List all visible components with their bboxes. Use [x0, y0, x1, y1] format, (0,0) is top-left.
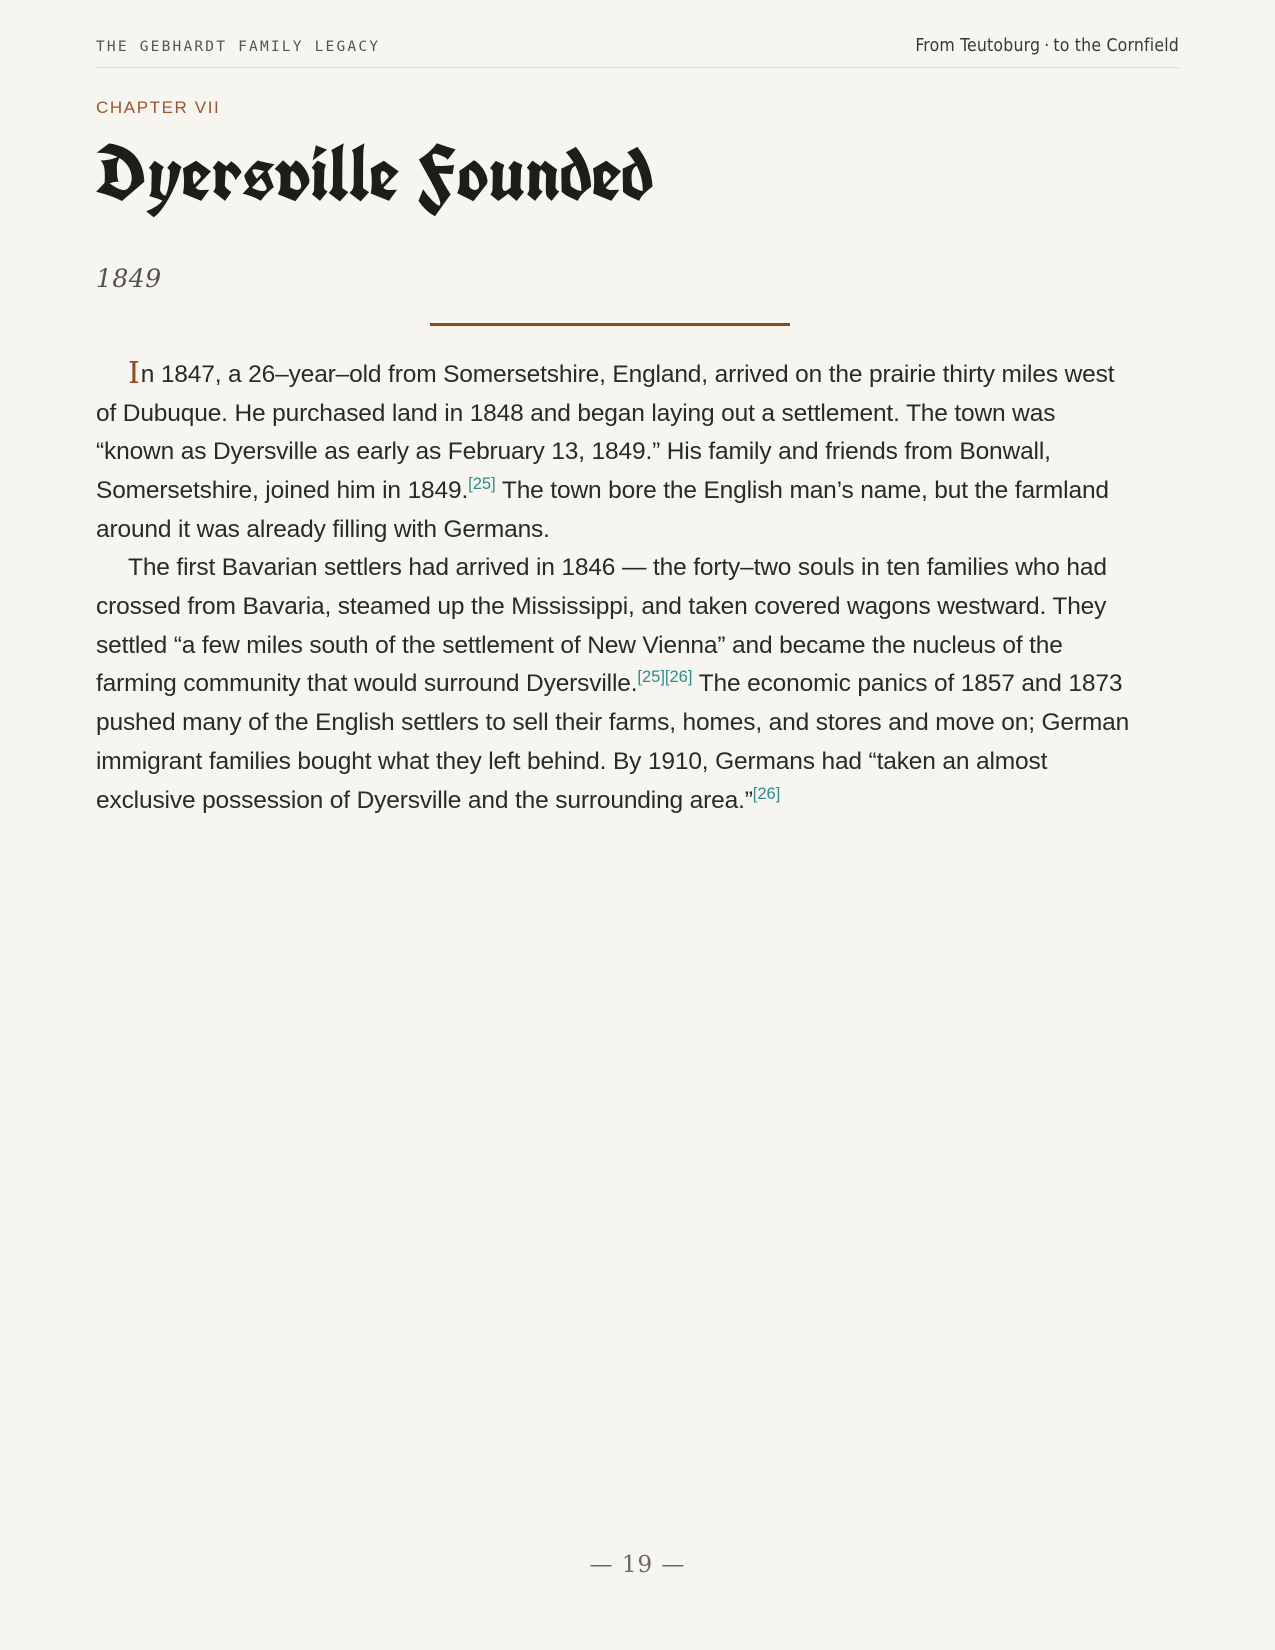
- paragraph-1-text-after-ref: The town bore the English man’s name, but the farmland around it was already filling with Germans.: [96, 476, 1109, 543]
- footnote-ref-26-a[interactable]: [26]: [664, 668, 693, 687]
- footnote-ref-25-a[interactable]: [25]: [468, 474, 496, 493]
- running-head-subtitle-part-2: to the Cornfield: [1053, 36, 1179, 56]
- chapter-body: [96, 356, 1131, 820]
- running-head-subtitle-part-1: From Teutoburg: [915, 36, 1041, 56]
- paragraph-2-text-before-ref: The first Bavarian settlers had arrived in 1846 — the forty–two souls in ten families who had crossed from Bavaria, steamed up the Mississippi, and taken covered wagons westward. They settled “a few miles south of the settlement of New Vienna” and became the nucleus of the farming community that would surround Dyersville.: [96, 554, 1107, 698]
- paragraph-1-text-before-ref: n 1847, a 26–year–old from Somersetshire, England, arrived on the prairie thirty miles west of Dubuque. He purchased land in 1848 and began laying out a settlement. The town was “known as Dyersville as early as February 13, 1849.” His family and friends from Bonwall, Somersetshire, joined him in 1849.: [96, 360, 1115, 504]
- running-head-separator-dot: ·: [1044, 36, 1050, 56]
- body-paragraph-2: [96, 549, 1131, 820]
- page-number: — 19 —: [589, 1552, 686, 1578]
- body-paragraph-1: [96, 356, 1131, 550]
- chapter-number-label: CHAPTER VII: [96, 98, 221, 117]
- page-title: Dyersville Founded: [96, 122, 653, 224]
- footnote-ref-25-b[interactable]: [25]: [637, 668, 665, 687]
- footnote-ref-26-b[interactable]: [26]: [752, 784, 781, 803]
- running-head-book-title: THE GEBHARDT FAMILY LEGACY: [96, 39, 381, 55]
- running-head: [96, 0, 1179, 68]
- chapter-header: [96, 68, 1179, 326]
- paragraph-1-dropcap: I: [128, 355, 140, 391]
- running-head-subtitle: [915, 36, 1179, 56]
- title-divider-wrap: [96, 323, 1179, 326]
- title-divider-rule: [430, 323, 790, 326]
- paragraph-2-text-middle: The economic panics of 1857 and 1873 pushed many of the English settlers to sell their farms, homes, and stores and move on; German immigrant families bought what they left behind. By 1910, Germans had “taken an almost exclusive possession of Dyersville and the surrounding area.”: [96, 670, 1130, 814]
- chapter-year-label: 1849: [96, 263, 162, 293]
